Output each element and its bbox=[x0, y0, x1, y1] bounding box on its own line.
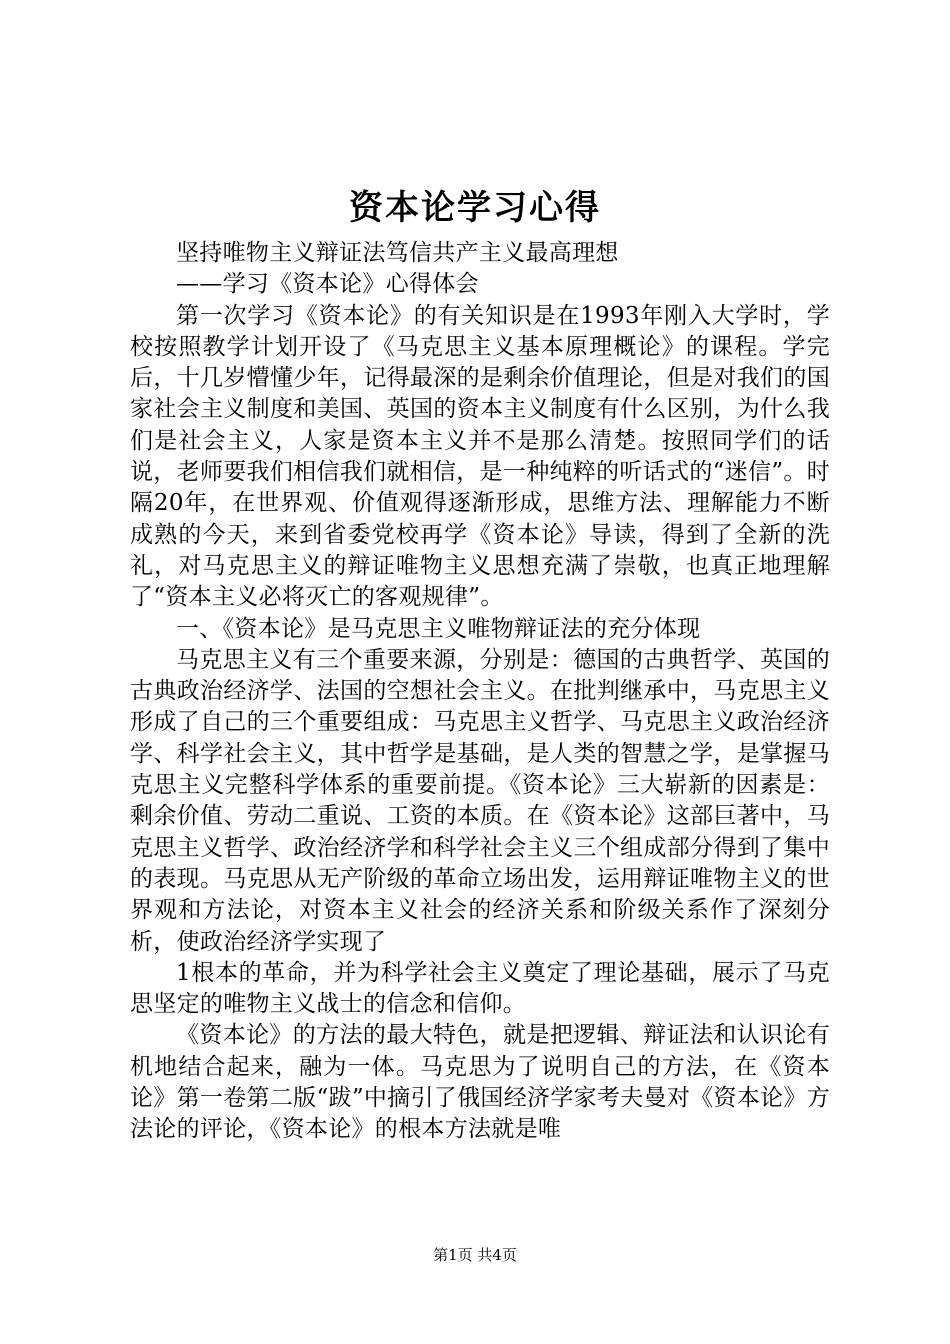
body-paragraph: 1根本的革命，并为科学社会主义奠定了理论基础，展示了马克思坚定的唯物主义战士的信念和信仰。 bbox=[130, 959, 830, 1018]
document-title: 资本论学习心得 bbox=[349, 188, 601, 228]
document-body bbox=[130, 238, 830, 1146]
body-paragraph: 第一次学习《资本论》的有关知识是在1993年刚入大学时，学校按照教学计划开设了《马克思主义基本原理概论》的课程。学完后，十几岁懵懂少年，记得最深的是剩余价值理论，但是对我们的国家社会主义制度和美国、英国的资本主义制度有什么区别，为什么我们是社会主义，人家是资本主义并不是那么清楚。按照同学们的话说，老师要我们相信我们就相信，是一种纯粹的听话式的“迷信”。时隔20年，在世界观、价值观得逐渐形成，思维方法、理解能力不断成熟的今天，来到省委党校再学《资本论》导读，得到了全新的洗礼，对马克思主义的辩证唯物主义思想充满了崇敬，也真正地理解了“资本主义必将灭亡的客观规律”。 bbox=[130, 302, 830, 611]
section-heading: 一、《资本论》是马克思主义唯物辩证法的充分体现 bbox=[176, 615, 701, 642]
subtitle-line: 坚持唯物主义辩证法笃信共产主义最高理想 bbox=[176, 240, 619, 266]
subtitle-line: ——学习《资本论》心得体会 bbox=[176, 271, 479, 298]
body-paragraph: 《资本论》的方法的最大特色，就是把逻辑、辩证法和认识论有机地结合起来，融为一体。马克思为了说明自己的方法，在《资本论》第一卷第二版“跋”中摘引了俄国经济学家考夫曼对《资本论》方法论的评论，《资本论》的根本方法就是唯 bbox=[130, 1022, 830, 1143]
page-footer: 第1页 共4页 bbox=[433, 1246, 517, 1264]
body-paragraph: 马克思主义有三个重要来源，分别是：德国的古典哲学、英国的古典政治经济学、法国的空想社会主义。在批判继承中，马克思主义形成了自己的三个重要组成：马克思主义哲学、马克思主义政治经济学、科学社会主义，其中哲学是基础，是人类的智慧之学，是掌握马克思主义完整科学体系的重要前提。《资本论》三大崭新的因素是：剩余价值、劳动二重说、工资的本质。在《资本论》这部巨著中，马克思主义哲学、政治经济学和科学社会主义三个组成部分得到了集中的表现。马克思从无产阶级的革命立场出发，运用辩证唯物主义的世界观和方法论，对资本主义社会的经济关系和阶级关系作了深刻分析，使政治经济学实现了 bbox=[130, 646, 830, 955]
